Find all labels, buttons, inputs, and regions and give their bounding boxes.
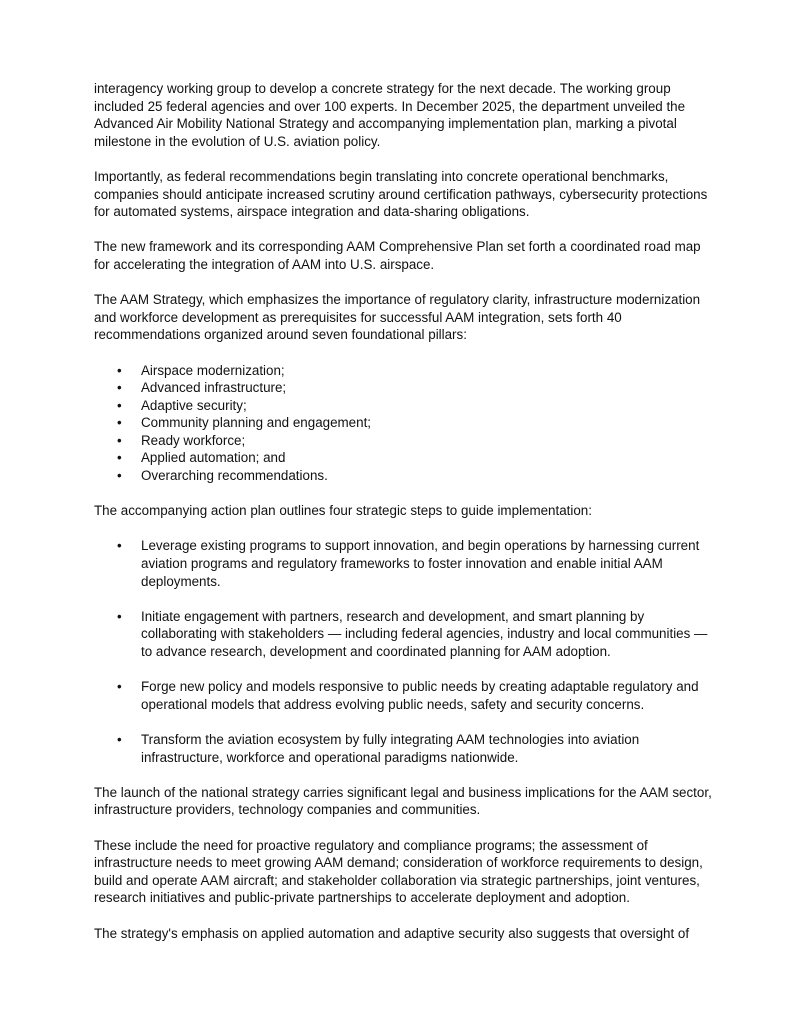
paragraph-framework: The new framework and its corresponding AAM Comprehensive Plan set forth a coordinated road map for accelerating the integration of AAM into U.S. airspace. <box>94 239 701 272</box>
paragraph-scrutiny: Importantly, as federal recommendations begin translating into concrete operational benchmarks, companies should anticipate increased scrutiny around certification pathways, cybersecurity protections for automated systems, airspace integration and data-sharing obligations. <box>94 168 708 220</box>
paragraph-needs: These include the need for proactive regulatory and compliance programs; the assessment of infrastructure needs to meet growing AAM demand; consideration of workforce requirements to design, build and operate AAM aircraft; and stakeholder collaboration via strategic partnerships, joint ventures, research initiatives and public-private partnerships to accelerate deployment and adoption. <box>94 837 703 906</box>
paragraph-strategy-intro: The AAM Strategy, which emphasizes the importance of regulatory clarity, infrastructure modernization and workforce development as prerequisites for successful AAM integration, sets forth 40 recommendations organized around seven foundational pillars: <box>94 292 701 343</box>
paragraph-implications: The launch of the national strategy carries significant legal and business implications for the AAM sector, infrastructure providers, technology companies and communities. <box>94 784 712 818</box>
step-item: • Forge new policy and models responsive to public needs by creating adaptable regulatory and operational models that address evolving public needs, safety and security concerns. <box>141 678 712 713</box>
pillar-item: • Applied automation; and <box>141 449 712 467</box>
paragraph-working-group: interagency working group to develop a concrete strategy for the next decade. The working group included 25 federal agencies and over 100 experts. In December 2025, the department unveiled the Advanced Air Mobility National Strategy and accompanying implementation plan, marking a pivotal milestone in the evolution of U.S. aviation policy. <box>94 81 686 149</box>
pillars-list <box>94 362 712 485</box>
step-item: • Initiate engagement with partners, research and development, and smart planning by collaborating with stakeholders — including federal agencies, industry and local communities — to advance research, development and coordinated planning for AAM adoption. <box>141 608 712 661</box>
pillar-item: • Ready workforce; <box>141 432 712 450</box>
step-item: • Transform the aviation ecosystem by fully integrating AAM technologies into aviation infrastructure, workforce and operational paradigms nationwide. <box>141 731 712 766</box>
pillar-item: • Advanced infrastructure; <box>141 379 712 397</box>
pillar-item: • Airspace modernization; <box>141 362 712 380</box>
step-item: • Leverage existing programs to support innovation, and begin operations by harnessing current aviation programs and regulatory frameworks to foster innovation and enable initial AAM deployments. <box>141 537 712 590</box>
steps-list <box>94 537 712 766</box>
pillar-item: • Overarching recommendations. <box>141 467 712 485</box>
paragraph-oversight: The strategy's emphasis on applied automation and adaptive security also suggests that oversight of <box>94 925 690 941</box>
pillar-item: • Adaptive security; <box>141 397 712 415</box>
pillar-item: • Community planning and engagement; <box>141 414 712 432</box>
document-body <box>94 80 712 960</box>
paragraph-action-plan: The accompanying action plan outlines four strategic steps to guide implementation: <box>94 503 592 519</box>
